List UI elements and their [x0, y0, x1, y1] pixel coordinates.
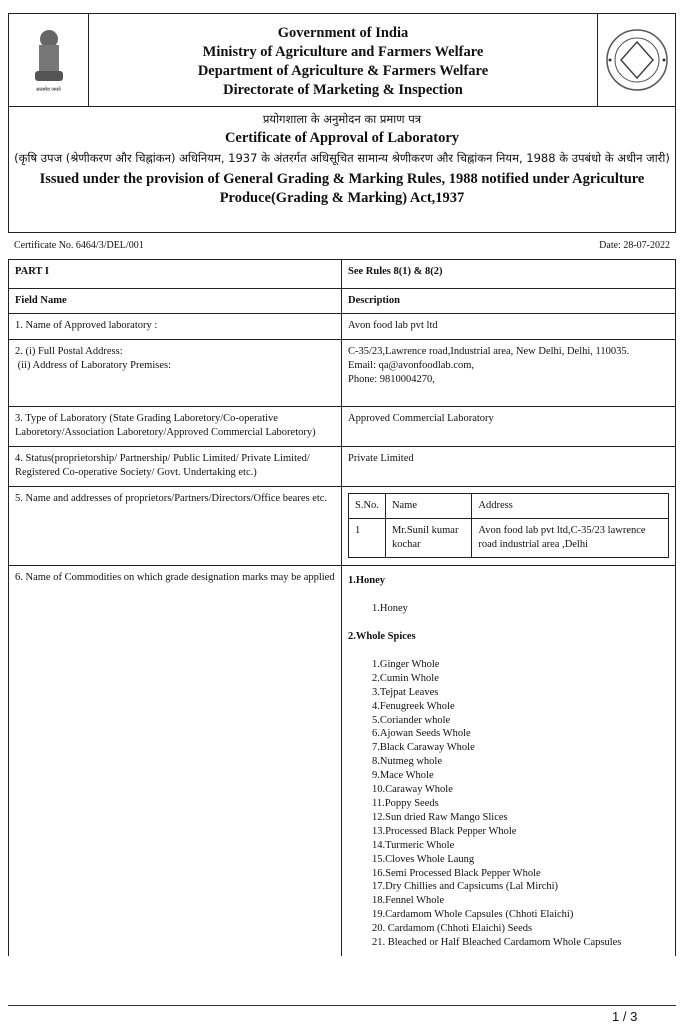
commodity-item: 2.Cumin Whole — [372, 672, 439, 684]
emblem-icon — [29, 27, 69, 87]
commodity-item: 7.Black Caraway Whole — [372, 742, 475, 754]
certificate-title-box — [8, 106, 676, 233]
address-value: C-35/23,Lawrence road,Industrial area, New Delhi, Delhi, 110035. — [348, 346, 630, 357]
commodity-item: 21. Bleached or Half Bleached Cardamom Whole Capsules — [372, 937, 622, 949]
national-emblem — [9, 14, 89, 106]
field-name: 3. Type of Laboratory (State Grading Laboretory/Co-operative Laboretory/Association Laboretory/Approved Commercial Laboretory) — [9, 407, 342, 447]
commodities-list — [342, 566, 676, 956]
inner-header: Address — [472, 494, 669, 519]
proprietors-table — [348, 493, 669, 558]
commodity-group: 1.Honey — [348, 575, 386, 586]
commodity-item: 3.Tejpat Leaves — [372, 686, 439, 698]
footer-divider — [8, 1005, 676, 1006]
certificate-date: Date: 28-07-2022 — [599, 240, 670, 251]
commodity-item: 8.Nutmeg whole — [372, 756, 442, 768]
seal-icon — [605, 28, 669, 92]
table-row — [9, 340, 676, 407]
page-number: 1 / 3 — [612, 1009, 638, 1024]
details-table — [8, 259, 676, 956]
email-value: Email: qa@avonfoodlab.com, — [348, 360, 475, 371]
field-name: 4. Status(proprietorship/ Partnership/ Public Limited/ Private Limited/ Registered Co-operative Society/ Govt. Undertaking etc.) — [9, 447, 342, 487]
certificate-number: Certificate No. 6464/3/DEL/001 — [14, 240, 144, 251]
commodity-item: 1.Ginger Whole — [372, 658, 440, 670]
column-header-description: Description — [342, 289, 676, 314]
field-name: (ii) Address of Laboratory Premises: — [15, 360, 172, 371]
field-name: 2. (i) Full Postal Address: — [15, 346, 123, 357]
commodity-item: 19.Cardamom Whole Capsules (Chhoti Elaichi) — [372, 909, 574, 921]
table-row — [9, 487, 676, 566]
inner-cell: Avon food lab pvt ltd,C-35/23 lawrence road industrial area ,Delhi — [472, 519, 669, 558]
commodity-item: 5.Coriander whole — [372, 714, 451, 726]
commodity-items — [348, 658, 669, 950]
field-value: Private Limited — [342, 447, 676, 487]
inner-header: Name — [385, 494, 471, 519]
commodity-group: 2.Whole Spices — [348, 630, 416, 642]
commodity-item: 14.Turmeric Whole — [372, 839, 455, 851]
commodity-item: 15.Cloves Whole Laung — [372, 853, 475, 865]
field-name: 1. Name of Approved laboratory : — [9, 314, 342, 340]
field-name: 5. Name and addresses of proprietors/Partners/Directors/Office beares etc. — [9, 487, 342, 566]
commodity-item: 16.Semi Processed Black Pepper Whole — [372, 867, 541, 879]
provision-english: Issued under the provision of General Grading & Marking Rules, 1988 notified under Agriculture Produce(Grading & Marking) Act,1937 — [39, 171, 645, 206]
header-line: Directorate of Marketing & Inspection — [223, 82, 463, 98]
header-title — [89, 14, 597, 106]
title-hindi: प्रयोगशाला के अनुमोदन का प्रमाण पत्र — [262, 112, 422, 126]
header-line: Ministry of Agriculture and Farmers Welfare — [202, 44, 484, 60]
field-value: Approved Commercial Laboratory — [342, 407, 676, 447]
commodity-item: 1.Honey — [372, 603, 408, 614]
provision-hindi: (कृषि उपज (श्रेणीकरण और चिह्नांकन) अधिनियम, 1937 के अंतरर्गत अधिसूचित सामान्य श्रेणीकरण और चिह्नांकन नियम, 1988 के उपबंधो के अधीन जारी) — [14, 151, 670, 165]
field-name: 6. Name of Commodities on which grade designation marks may be applied — [9, 566, 342, 956]
table-row — [9, 314, 676, 340]
commodity-item: 11.Poppy Seeds — [372, 797, 439, 809]
inner-cell: 1 — [349, 519, 386, 558]
title-english: Certificate of Approval of Laboratory — [224, 130, 460, 146]
inner-header: S.No. — [349, 494, 386, 519]
government-seal — [597, 14, 675, 106]
commodity-item: 18.Fennel Whole — [372, 895, 445, 907]
inner-cell: Mr.Sunil kumar kochar — [385, 519, 471, 558]
commodity-item: 12.Sun dried Raw Mango Slices — [372, 811, 508, 823]
column-header-field: Field Name — [9, 289, 342, 314]
commodity-item: 17.Dry Chillies and Capsicums (Lal Mirchi) — [372, 881, 559, 893]
rules-label: See Rules 8(1) & 8(2) — [342, 260, 676, 289]
header-line: Government of India — [277, 25, 409, 41]
header-line: Department of Agriculture & Farmers Welfare — [197, 63, 489, 79]
commodity-item: 10.Caraway Whole — [372, 784, 453, 796]
field-value: Avon food lab pvt ltd — [342, 314, 676, 340]
commodity-items — [348, 602, 669, 616]
phone-value: Phone: 9810004270, — [348, 374, 435, 385]
commodity-item: 20. Cardamom (Chhoti Elaichi) Seeds — [372, 923, 533, 935]
table-row — [9, 407, 676, 447]
commodity-item: 4.Fenugreek Whole — [372, 700, 455, 712]
commodity-item: 13.Processed Black Pepper Whole — [372, 825, 517, 837]
commodity-item: 6.Ajowan Seeds Whole — [372, 728, 471, 740]
emblem-motto: सत्यमेव जयते — [36, 87, 61, 93]
part-label: PART I — [9, 260, 342, 289]
commodity-item: 9.Mace Whole — [372, 770, 434, 782]
table-row — [9, 447, 676, 487]
table-row — [9, 566, 676, 956]
header-box — [8, 13, 676, 107]
